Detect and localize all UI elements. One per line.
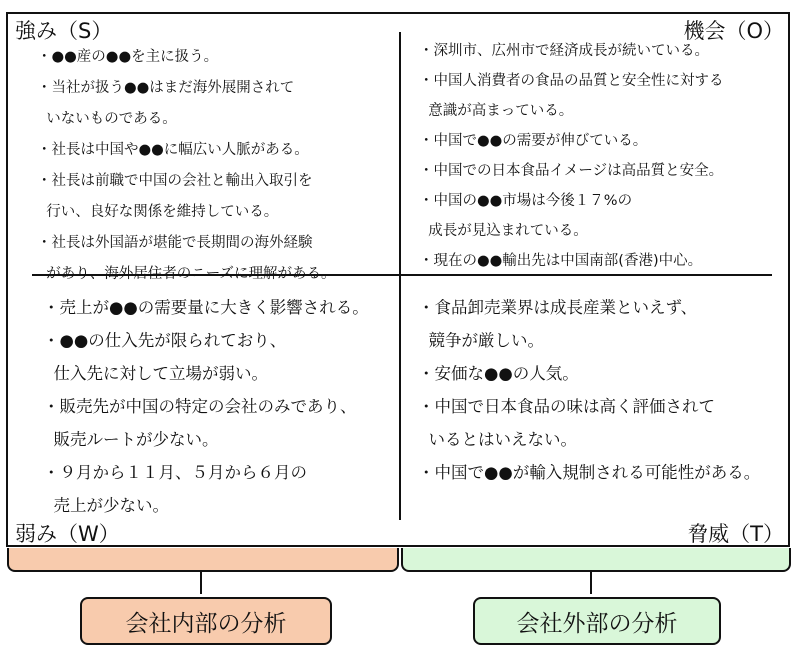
strength-line: ・社長は外国語が堪能で長期間の海外経験 <box>37 235 313 251</box>
opportunity-line: ・中国の●●市場は今後１７%の <box>419 193 633 209</box>
strengths-label: 強み（S） <box>15 19 113 43</box>
weakness-line: ・●●の仕入先が限られており、 <box>43 331 287 350</box>
internal-bracket <box>7 548 399 572</box>
threats-label: 脅威（T） <box>687 522 784 546</box>
opportunity-line: 意識が高まっている。 <box>419 103 574 119</box>
weakness-line: 仕入先に対して立場が弱い。 <box>43 364 268 383</box>
opportunities-list <box>419 36 724 276</box>
opportunity-line: ・中国での日本食品イメージは高品質と安全。 <box>419 163 724 179</box>
weaknesses-list <box>43 291 369 522</box>
opportunity-line: ・深圳市、広州市で経済成長が続いている。 <box>419 43 709 59</box>
strength-line: ・社長は前職で中国の会社と輸出入取引を <box>37 173 313 189</box>
weakness-line: ・販売先が中国の特定の会社のみであり、 <box>43 397 357 416</box>
weakness-line: ・売上が●●の需要量に大きく影響される。 <box>43 298 369 317</box>
threat-line: 競争が厳しい。 <box>418 331 544 350</box>
threat-line: ・食品卸売業界は成長産業といえず、 <box>418 298 698 317</box>
external-analysis-box: 会社外部の分析 <box>473 597 721 645</box>
weakness-line: 販売ルートが少ない。 <box>43 430 219 449</box>
vertical-divider <box>399 32 401 520</box>
strength-line: ・●●産の●●を主に扱う。 <box>37 49 219 65</box>
strengths-list <box>37 42 336 290</box>
threat-line: いるとはいえない。 <box>418 430 577 449</box>
opportunity-line: ・中国人消費者の食品の品質と安全性に対する <box>419 73 724 89</box>
internal-analysis-box: 会社内部の分析 <box>80 597 332 645</box>
external-bracket <box>401 548 791 572</box>
threat-line: ・中国で日本食品の味は高く評価されて <box>418 397 715 416</box>
threat-line: ・安価な●●の人気。 <box>418 364 579 383</box>
strength-line: 行い、良好な関係を維持している。 <box>37 204 279 220</box>
opportunity-line: ・中国で●●の需要が伸びている。 <box>419 133 648 149</box>
strength-line: いないものである。 <box>37 111 177 127</box>
weakness-line: ・９月から１１月、５月から６月の <box>43 463 307 482</box>
weakness-line: 売上が少ない。 <box>43 496 169 515</box>
opportunity-line: 成長が見込まれている。 <box>419 223 588 239</box>
weaknesses-label: 弱み（W） <box>15 522 120 546</box>
threat-line: ・中国で●●が輸入規制される可能性がある。 <box>418 463 761 482</box>
strength-line: があり、海外居住者のニーズに理解がある。 <box>37 266 336 282</box>
strength-line: ・社長は中国や●●に幅広い人脈がある。 <box>37 142 309 158</box>
internal-connector <box>200 570 202 594</box>
external-connector <box>590 570 592 594</box>
opportunity-line: ・現在の●●輸出先は中国南部(香港)中心。 <box>419 253 703 269</box>
threats-list <box>418 291 760 489</box>
strength-line: ・当社が扱う●●はまだ海外展開されて <box>37 80 295 96</box>
opportunities-label: 機会（O） <box>683 19 784 43</box>
